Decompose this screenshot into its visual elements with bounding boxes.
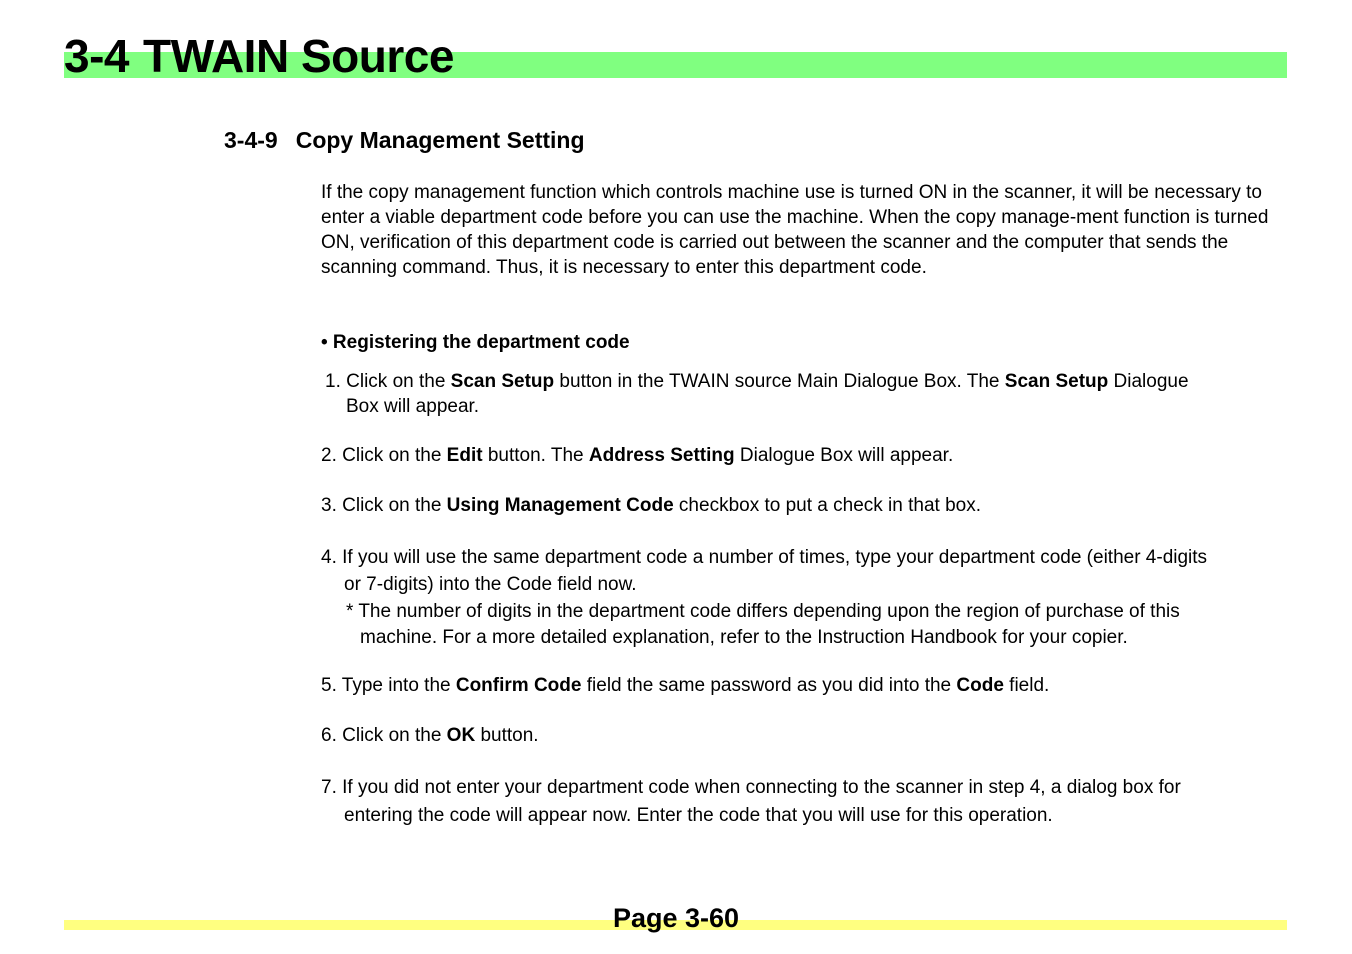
step-3: 3. Click on the Using Management Code checkbox to put a check in that box. (321, 495, 982, 516)
intro-block (321, 180, 1291, 280)
step-6: 6. Click on the OK button. (321, 725, 539, 746)
step-7: 7. If you did not enter your department code when connecting to the scanner in step 4, a dialog box for entering the code will appear now. Enter the code that you will use for this operation. (321, 777, 1181, 826)
section-number: 3-4-9 (224, 127, 278, 153)
step-4: 4. If you will use the same department code a number of times, type your department code (either 4-digits or 7-digits) into the Code field now. * The number of digits in the department code differs depending upon the region of purchase of this machine. For a more detailed explanation, refer to the Instruction Handbook for your copier. (321, 545, 1281, 651)
section-heading (224, 126, 585, 154)
step-1: 1. Click on the Scan Setup button in the TWAIN source Main Dialogue Box. The Scan Setup Dialogue Box will appear. (325, 371, 1189, 417)
step-5: 5. Type into the Confirm Code field the same password as you did into the Code field. (321, 675, 1050, 696)
step-4-note: * The number of digits in the department code differs depending upon the region of purchase of this machine. For a more detailed explanation, refer to the Instruction Handbook for your copier. (346, 601, 1180, 648)
bullet-heading: • Registering the department code (321, 332, 630, 353)
chapter-title: TWAIN Source (142, 30, 454, 82)
section-title: Copy Management Setting (295, 127, 585, 153)
chapter-number: 3-4 (64, 30, 129, 82)
step-2: 2. Click on the Edit button. The Address Setting Dialogue Box will appear. (321, 445, 954, 466)
page-title (64, 28, 454, 84)
page-number: Page 3-60 (613, 903, 740, 933)
intro-paragraph: If the copy management function which controls machine use is turned ON in the scanner, it will be necessary to enter a viable department code before you can use the machine. When the copy manage-ment function is turned ON, verification of this department code is carried out between the scanner and the computer that sends the scanning command. Thus, it is necessary to enter this department code. (321, 182, 1269, 278)
